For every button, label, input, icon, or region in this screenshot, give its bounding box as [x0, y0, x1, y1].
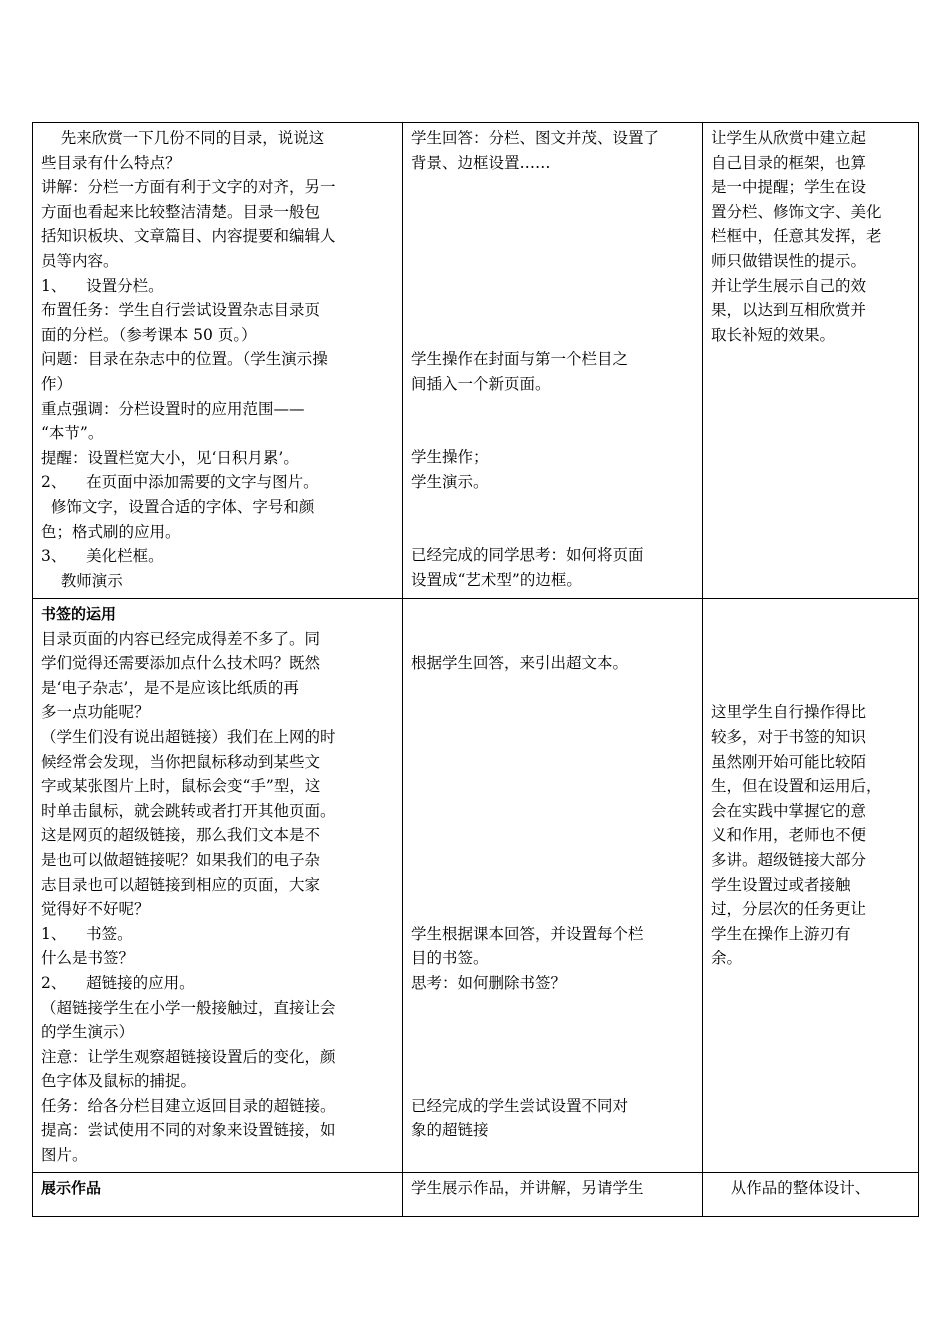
student-activity-cell — [403, 599, 703, 1173]
text-line: 图片。 — [41, 1146, 88, 1165]
text-line: 学生根据课本回答，并设置每个栏 — [411, 924, 644, 943]
teacher-activity-cell — [33, 1173, 403, 1217]
text-line: 学们觉得还需要添加点什么技术吗？既然 — [41, 654, 321, 673]
text-line: 是‘电子杂志’，是不是应该比纸质的再 — [41, 678, 299, 697]
section-heading: 展示作品 — [41, 1179, 102, 1197]
text-line: 时单击鼠标，就会跳转或者打开其他页面。 — [41, 801, 336, 820]
lesson-plan-table — [32, 122, 919, 1217]
text-line: 置分栏、修饰文字、美化 — [711, 202, 882, 221]
text-line: 间插入一个新页面。 — [411, 374, 551, 393]
text-line: 象的超链接 — [411, 1121, 489, 1140]
text-line: 已经完成的同学思考：如何将页面 — [411, 545, 644, 564]
text-block — [411, 347, 694, 396]
text-line: 这里学生自行操作得比 — [711, 703, 867, 722]
text-line: 色字体及鼠标的捕捉。 — [41, 1072, 197, 1091]
text-line: 根据学生回答，来引出超文本。 — [411, 654, 629, 673]
text-block — [411, 126, 694, 175]
text-line: 的学生演示） — [41, 1023, 135, 1042]
text-line: 师只做错误性的提示。 — [711, 251, 867, 270]
section-heading: 书签的运用 — [41, 605, 117, 623]
text-line: 是也可以做超链接呢？如果我们的电子杂 — [41, 850, 321, 869]
text-line: 觉得好不好呢？ — [41, 900, 150, 919]
student-activity-cell — [403, 123, 703, 599]
text-line: 自己目录的框架，也算 — [711, 153, 867, 172]
text-line: 取长补短的效果。 — [711, 325, 836, 344]
text-line: 学生设置过或者接触 — [711, 875, 851, 894]
text-line: 什么是书签？ — [41, 949, 135, 968]
text-line: 学生操作在封面与第一个栏目之 — [411, 350, 629, 369]
text-line: 并让学生展示自己的效 — [711, 276, 867, 295]
text-line: 学生演示。 — [411, 472, 489, 491]
text-line: 果，以达到互相欣赏并 — [711, 301, 867, 320]
text-line: 面的分栏。（参考课本 50 页。） — [41, 325, 257, 344]
text-line: 学生回答：分栏、图文并茂、设置了 — [411, 129, 660, 147]
text-line: 是一中提醒；学生在设 — [711, 178, 867, 197]
text-line: 教师演示 — [41, 571, 123, 590]
text-line: 作） — [41, 374, 73, 393]
text-block — [411, 651, 694, 676]
text-line: 栏框中，任意其发挥，老 — [711, 227, 882, 246]
text-block — [411, 543, 694, 592]
text-block — [411, 1094, 694, 1143]
design-intent-cell — [703, 1173, 919, 1217]
text-line: 3、 美化栏框。 — [41, 547, 164, 566]
text-block — [41, 126, 394, 593]
text-line: 字或某张图片上时，鼠标会变“手”型，这 — [41, 777, 321, 796]
table-row — [33, 1173, 919, 1217]
table-row — [33, 123, 919, 599]
text-line: 1、 设置分栏。 — [41, 276, 164, 295]
text-line: 思考：如何删除书签？ — [411, 973, 567, 992]
text-line: 志目录也可以超链接到相应的页面，大家 — [41, 875, 321, 894]
text-line: 些目录有什么特点？ — [41, 153, 181, 172]
text-block — [411, 922, 694, 996]
text-block — [411, 1176, 694, 1201]
text-line: 学生操作； — [411, 448, 489, 467]
text-line: 提高：尝试使用不同的对象来设置链接，如 — [41, 1121, 336, 1140]
text-line: 讲解：分栏一方面有利于文字的对齐，另一 — [41, 178, 336, 197]
text-line: 提醒：设置栏宽大小，见‘日积月累’。 — [41, 448, 299, 467]
design-intent-cell — [703, 123, 919, 599]
teacher-activity-cell — [33, 123, 403, 599]
text-line: 学生展示作品，并讲解，另请学生 — [411, 1179, 644, 1197]
text-line: 方面也看起来比较整洁清楚。目录一般包 — [41, 202, 321, 221]
text-line: 目录页面的内容已经完成得差不多了。同 — [41, 629, 321, 648]
text-block — [711, 1176, 910, 1201]
text-line: 让学生从欣赏中建立起 — [711, 129, 867, 147]
text-line: “本节”。 — [41, 424, 104, 443]
design-intent-cell — [703, 599, 919, 1173]
text-line: 余。 — [711, 949, 743, 968]
text-line: 注意：让学生观察超链接设置后的变化，颜 — [41, 1047, 336, 1066]
text-line: 较多，对于书签的知识 — [711, 727, 867, 746]
text-line: 任务：给各分栏目建立返回目录的超链接。 — [41, 1096, 336, 1115]
text-line: （学生们没有说出超链接）我们在上网的时 — [41, 727, 336, 746]
text-block — [411, 445, 694, 494]
text-line: 生，但在设置和运用后， — [711, 777, 882, 796]
text-block — [41, 627, 394, 1168]
text-line: 候经常会发现，当你把鼠标移动到某些文 — [41, 752, 321, 771]
text-line: 义和作用，老师也不便 — [711, 826, 867, 845]
text-line: 过，分层次的任务更让 — [711, 900, 867, 919]
text-line: 学生在操作上游刃有 — [711, 924, 851, 943]
text-line: 多一点功能呢？ — [41, 703, 150, 722]
text-line: 1、 书签。 — [41, 924, 133, 943]
text-line: 多讲。超级链接大部分 — [711, 850, 867, 869]
table-row — [33, 599, 919, 1173]
text-line: 员等内容。 — [41, 251, 119, 270]
text-block — [711, 126, 910, 347]
text-line: 2、 在页面中添加需要的文字与图片。 — [41, 473, 319, 492]
text-line: 设置成“艺术型”的边框。 — [411, 570, 582, 589]
text-line: 先来欣赏一下几份不同的目录，说说这 — [41, 129, 325, 147]
student-activity-cell — [403, 1173, 703, 1217]
text-line: 布置任务：学生自行尝试设置杂志目录页 — [41, 301, 321, 320]
text-line: 从作品的整体设计、 — [711, 1179, 871, 1197]
text-line: 虽然刚开始可能比较陌 — [711, 752, 867, 771]
text-block — [711, 700, 910, 971]
text-line: 重点强调：分栏设置时的应用范围—— — [41, 399, 305, 418]
text-line: （超链接学生在小学一般接触过，直接让会 — [41, 998, 336, 1017]
text-line: 目的书签。 — [411, 949, 489, 968]
text-line: 括知识板块、文章篇目、内容提要和编辑人 — [41, 227, 336, 246]
text-line: 2、 超链接的应用。 — [41, 973, 195, 992]
teacher-activity-cell — [33, 599, 403, 1173]
text-line: 会在实践中掌握它的意 — [711, 801, 867, 820]
text-line: 修饰文字，设置合适的字体、字号和颜 — [41, 497, 315, 516]
text-line: 已经完成的学生尝试设置不同对 — [411, 1096, 629, 1115]
text-line: 背景、边框设置…… — [411, 153, 551, 172]
text-line: 色；格式刷的应用。 — [41, 522, 181, 541]
text-line: 问题：目录在杂志中的位置。（学生演示操 — [41, 350, 328, 369]
text-line: 这是网页的超级链接，那么我们文本是不 — [41, 826, 321, 845]
